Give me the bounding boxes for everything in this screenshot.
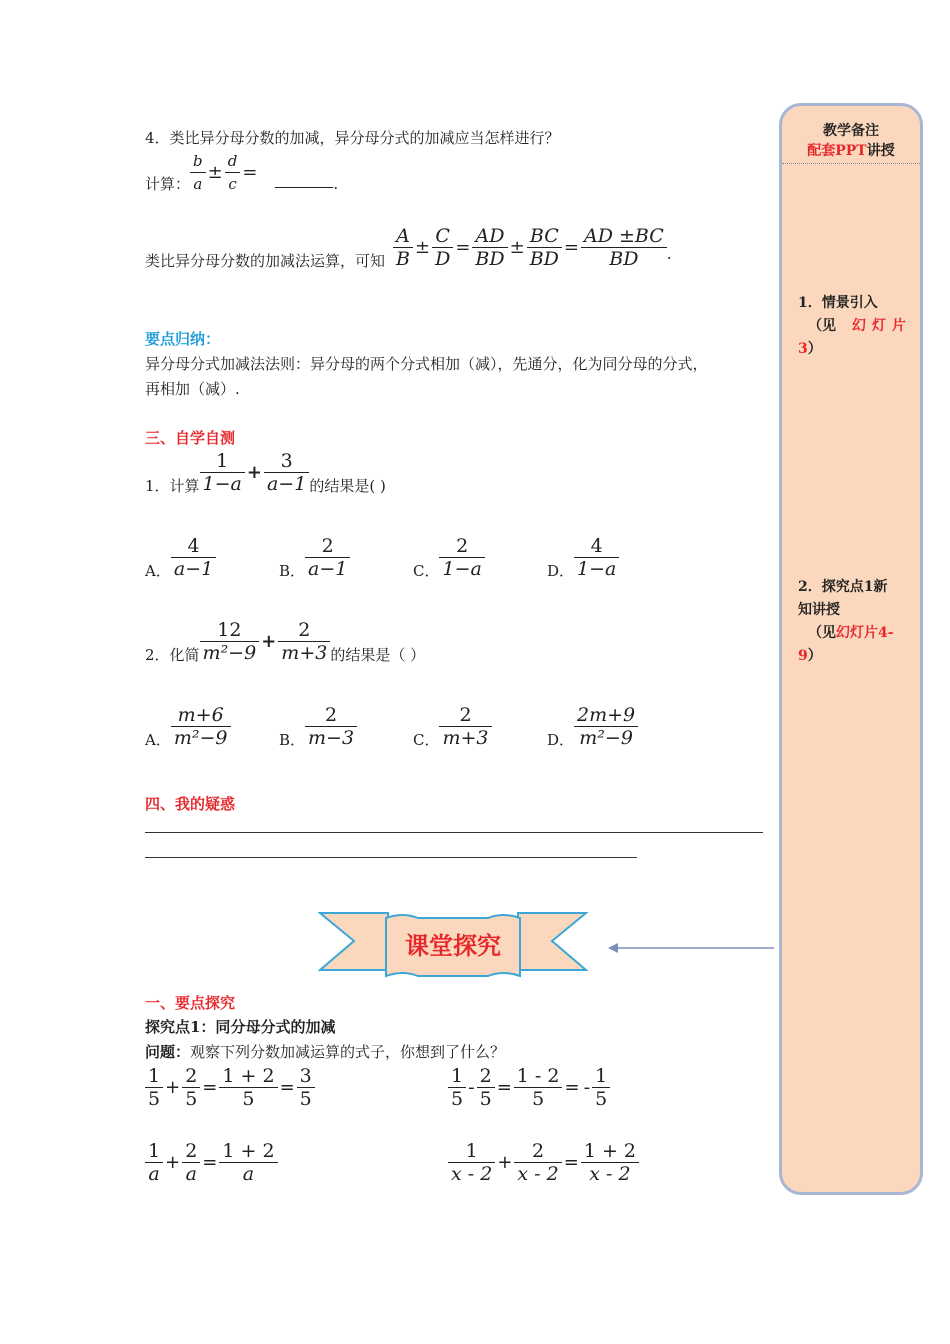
eq-neg: -: [583, 1077, 591, 1098]
frac-num: 1 - 2: [514, 1065, 563, 1088]
frac-den: x - 2: [451, 1163, 493, 1185]
explore-eq4: [448, 1140, 639, 1185]
eq-equals: =: [202, 1077, 218, 1098]
option-frac: [305, 535, 350, 580]
frac-den: a−1: [266, 473, 307, 495]
option-frac: [171, 704, 231, 749]
q4-frac2-den: c: [228, 175, 237, 193]
question-text: 观察下列分数加减运算的式子，你想到了什么？: [190, 1043, 506, 1061]
eq-op: +: [165, 1152, 181, 1173]
eq-frac: [581, 1140, 639, 1185]
s3-q1-option-d[interactable]: [547, 534, 681, 581]
banner-title: 课堂探究: [405, 932, 501, 960]
frac-den: x - 2: [517, 1163, 559, 1185]
eq-op: -: [468, 1077, 475, 1098]
s3-q1-option-b[interactable]: [279, 534, 413, 581]
s3-q1-op: +: [246, 462, 262, 483]
frac-den: 1−a: [577, 558, 617, 580]
frac-den: 5: [148, 1088, 161, 1110]
option-label: D．: [547, 731, 575, 749]
q4-frac-AD-BD: [472, 225, 507, 270]
summary-line2: 再相加（减）.: [145, 380, 240, 398]
sidebar-note2-slide: 幻灯片4-: [836, 625, 894, 641]
frac-den: B: [396, 248, 410, 270]
sidebar-sub-black: 讲授: [866, 143, 895, 159]
q4-frac-A-B: [393, 225, 413, 270]
frac-num: 1: [200, 450, 245, 473]
summary-line1: 异分母分式加减法法则：异分母的两个分式相加（减），先通分，化为同分母的分式，: [145, 355, 708, 373]
s3-q1-frac2: [264, 450, 309, 495]
sidebar-title: 教学备注: [823, 123, 879, 139]
teaching-notes-sidebar: [779, 103, 923, 1195]
eq-frac: [182, 1065, 200, 1110]
option-label: A．: [145, 731, 171, 749]
s3-q1-line: [145, 449, 386, 496]
sidebar-note1-title: 1．情景引入: [798, 295, 878, 311]
frac-num: 4: [171, 535, 216, 558]
frac-den: a−1: [308, 558, 348, 580]
frac-den: 1−a: [202, 473, 242, 495]
frac-num: 2: [305, 535, 350, 558]
eq-equals: =: [202, 1152, 218, 1173]
q4-blank-end: .: [333, 174, 339, 193]
frac-den: 5: [479, 1088, 492, 1110]
sidebar-note2-open: （见: [808, 625, 836, 641]
sidebar-note2-end: [798, 645, 822, 668]
frac-num: 1: [145, 1065, 163, 1088]
frac-den: 5: [185, 1088, 198, 1110]
frac-num: 2: [439, 704, 491, 727]
eq-op: +: [497, 1152, 513, 1173]
explore-eq1: [145, 1065, 315, 1110]
frac-num: 1 + 2: [219, 1065, 277, 1088]
q4-eq2: =: [455, 237, 471, 258]
explore-question: [145, 1041, 505, 1062]
eq-equals: =: [496, 1077, 512, 1098]
frac-num: 2: [305, 704, 357, 727]
q4-frac-C-D: [432, 225, 453, 270]
eq-op: +: [165, 1077, 181, 1098]
section3-heading: 三、自学自测: [145, 429, 236, 447]
eq-equals: =: [563, 1152, 579, 1173]
frac-num: AD: [472, 225, 507, 248]
sidebar-note2-ref: [808, 622, 894, 645]
frac-num: 12: [200, 619, 260, 642]
explore-point-title: 探究点1：同分母分式的加减: [145, 1018, 336, 1036]
eq-frac: [448, 1140, 495, 1185]
eq-frac: [219, 1065, 277, 1110]
q4-op3: ±: [509, 237, 525, 258]
explore-eq2: [448, 1065, 610, 1110]
option-label: A．: [145, 562, 171, 580]
q4-frac-BC-BD: [527, 225, 562, 270]
frac-num: 2: [439, 535, 484, 558]
explore-heading: 一、要点探究: [145, 994, 236, 1012]
option-frac: [439, 535, 484, 580]
frac-num: 2: [477, 1065, 495, 1088]
s3-q1-suffix: 的结果是( ): [309, 477, 386, 495]
sidebar-note1-slide: 幻灯片: [852, 318, 912, 334]
frac-num: 1: [448, 1065, 466, 1088]
frac-num: 2: [182, 1065, 200, 1088]
option-label: B．: [279, 731, 306, 749]
sidebar-note2-num: 9: [798, 648, 808, 664]
frac-den: 5: [299, 1088, 312, 1110]
s3-q2-line: [145, 618, 425, 665]
s3-q2-op: +: [261, 631, 277, 652]
q4-frac1-num: b: [190, 150, 206, 173]
sidebar-subtitle: [782, 140, 920, 164]
frac-den: D: [435, 248, 451, 270]
sidebar-note1-num: 3: [798, 341, 808, 357]
sidebar-note1-close: ）: [807, 341, 822, 357]
frac-den: 5: [532, 1088, 545, 1110]
eq-frac: [219, 1140, 277, 1185]
q4-analogy-text: 类比异分母分数的加减法运算，可知: [145, 252, 386, 270]
q4-eq3: =: [563, 237, 579, 258]
q4-frac1-den: a: [193, 175, 203, 193]
frac-den: BD: [529, 248, 559, 270]
option-frac: [574, 535, 619, 580]
option-label: C．: [413, 731, 440, 749]
frac-num: AD ±BC: [581, 225, 667, 248]
q4-calc-line: [145, 150, 338, 195]
frac-num: 1 + 2: [219, 1140, 277, 1163]
frac-den: a−1: [173, 558, 214, 580]
frac-num: m+6: [171, 704, 231, 727]
s3-q2-frac1: [200, 619, 260, 664]
frac-den: a: [148, 1163, 160, 1185]
s3-q1-option-a[interactable]: [145, 534, 279, 581]
frac-num: 1: [448, 1140, 495, 1163]
frac-num: 2: [278, 619, 330, 642]
frac-den: m+3: [442, 727, 489, 749]
eq-frac: [514, 1140, 561, 1185]
q4-frac-result: [581, 225, 667, 270]
q4-frac2-num: d: [225, 150, 241, 173]
option-frac: [574, 704, 638, 749]
arrow-left-icon: [606, 940, 776, 956]
frac-den: 5: [595, 1088, 608, 1110]
summary-heading: 要点归纳：: [145, 330, 221, 348]
sidebar-note1-ref: [808, 315, 912, 338]
frac-num: 1 + 2: [581, 1140, 639, 1163]
frac-num: C: [432, 225, 453, 248]
eq-frac: [297, 1065, 315, 1110]
eq-frac: [514, 1065, 563, 1110]
s3-q2-prefix: 2．化简: [145, 646, 200, 664]
s3-q2-option-b[interactable]: [279, 703, 413, 750]
option-label: B．: [279, 562, 306, 580]
eq-frac: [477, 1065, 495, 1110]
option-frac: [305, 704, 357, 749]
s3-q1-frac1: [200, 450, 245, 495]
doubt-line-2[interactable]: [145, 857, 637, 858]
sidebar-note1-open: （见: [808, 318, 836, 334]
option-frac: [439, 704, 491, 749]
frac-den: a: [242, 1163, 255, 1185]
frac-den: BD: [475, 248, 505, 270]
s3-q2-option-a[interactable]: [145, 703, 279, 750]
q4-calc-label: 计算：: [145, 175, 191, 193]
eq-frac: [182, 1140, 200, 1185]
frac-num: 3: [297, 1065, 315, 1088]
s3-q2-frac2: [278, 619, 330, 664]
eq-frac: [145, 1065, 163, 1110]
s3-q1-option-c[interactable]: [413, 534, 547, 581]
s3-q2-option-d[interactable]: [547, 703, 681, 750]
q4-frac-b-a: [190, 150, 206, 195]
s3-q2-option-c[interactable]: [413, 703, 547, 750]
eq-frac: [448, 1065, 466, 1110]
sidebar-sub-red: 配套PPT: [807, 143, 867, 159]
section4-heading: 四、我的疑惑: [145, 795, 236, 813]
s3-q1-prefix: 1．计算: [145, 477, 200, 495]
frac-den: 5: [451, 1088, 464, 1110]
classroom-banner: [318, 910, 588, 980]
frac-num: A: [393, 225, 413, 248]
s3-q2-options: [145, 703, 765, 750]
frac-num: 2: [514, 1140, 561, 1163]
doubt-line-1[interactable]: [145, 832, 763, 833]
q4-analogy-line: [145, 224, 672, 271]
frac-den: m²−9: [579, 727, 633, 749]
sidebar-note2-close: ）: [807, 648, 822, 664]
frac-num: 3: [264, 450, 309, 473]
eq-equals: =: [279, 1077, 295, 1098]
q4-answer-blank[interactable]: [275, 187, 333, 188]
frac-num: 4: [574, 535, 619, 558]
frac-den: m²−9: [173, 727, 228, 749]
frac-den: BD: [609, 248, 639, 270]
frac-den: m−3: [308, 727, 355, 749]
frac-num: BC: [527, 225, 562, 248]
eq-frac: [145, 1140, 163, 1185]
question-label: 问题：: [145, 1043, 191, 1061]
frac-den: 1−a: [442, 558, 482, 580]
eq-equals: =: [564, 1077, 580, 1098]
frac-den: 5: [242, 1088, 255, 1110]
q4-end-dot: .: [666, 244, 672, 263]
q4-frac-d-c: [225, 150, 241, 195]
frac-num: 1: [592, 1065, 610, 1088]
frac-den: m+3: [281, 642, 328, 664]
frac-num: 2m+9: [574, 704, 638, 727]
frac-num: 2: [182, 1140, 200, 1163]
frac-den: m²−9: [202, 642, 257, 664]
q4-op: ±: [207, 162, 223, 183]
q4-op2: ±: [414, 237, 431, 258]
s3-q2-suffix: 的结果是（ ）: [330, 646, 426, 664]
frac-den: a: [185, 1163, 197, 1185]
option-label: C．: [413, 562, 440, 580]
frac-den: x - 2: [589, 1163, 631, 1185]
sidebar-note2-title: 2．探究点1新: [798, 579, 888, 595]
eq-frac: [592, 1065, 610, 1110]
q4-text: 4．类比异分母分数的加减，异分母分式的加减应当怎样进行？: [145, 129, 560, 147]
sidebar-note2-title2: 知讲授: [798, 602, 840, 618]
option-frac: [171, 535, 216, 580]
explore-eq3: [145, 1140, 278, 1185]
sidebar-note1-end: [798, 338, 822, 361]
q4-eq: =: [242, 162, 258, 183]
s3-q1-options: [145, 534, 765, 581]
frac-num: 1: [145, 1140, 163, 1163]
option-label: D．: [547, 562, 575, 580]
